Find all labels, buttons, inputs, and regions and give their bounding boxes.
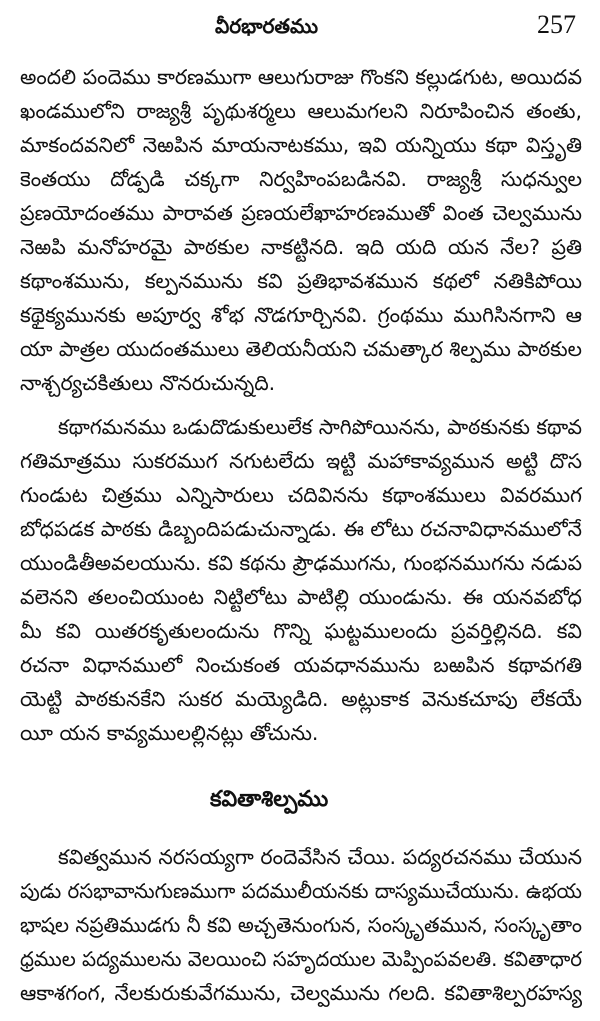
text-line xyxy=(0,264,600,298)
running-title: వీరభారతము xyxy=(215,14,319,38)
line-text: రచనా విధానములో నించుకంత యవధానమును బఱపిన కథావగతి xyxy=(20,653,582,677)
text-line xyxy=(0,580,600,614)
text-line xyxy=(0,366,600,400)
line-text: కెంతయు దోడ్పడి చక్కగా నిర్వహింపబడినవి. రాజ్యశ్రీ సుధన్వుల xyxy=(20,167,582,191)
line-text: వలెనని తలంచియుంట నిట్టిలోటు పాటిల్లి యుండును. ఈ యనవబోధ xyxy=(20,585,582,609)
line-text: బోధపడక పాఠకు డిబ్బందిపడుచున్నాడు. ఈ లోటు రచనావిధానములోనే xyxy=(20,517,582,541)
line-text: యుండితీఅవలయును. కవి కథను ప్రౌఢముగను, గుంభనముగను నడుప xyxy=(20,551,582,575)
text-line xyxy=(0,840,600,874)
text-line xyxy=(0,230,600,264)
line-text: యా పాత్రల యుదంతములు తెలియనీయని చమత్కార శిల్పము పాఠకుల xyxy=(20,337,582,361)
text-line xyxy=(0,332,600,366)
text-line xyxy=(0,614,600,648)
line-text: కథాగమనము ఒడుదొడుకులులేక సాగిపోయినను, పాఠకునకు కథావ xyxy=(58,415,582,439)
page-number: 257 xyxy=(537,10,576,39)
text-line xyxy=(0,298,600,332)
line-text: కవిత్వమున నరసయ్యగా రందెవేసిన చేయి. పద్యరచనము చేయున xyxy=(58,845,582,869)
text-line xyxy=(0,128,600,162)
section-heading: కవితాశిల్పము xyxy=(210,787,329,812)
line-text: ఆకాశగంగ, నేలకురుకువేగమును, చెల్వమును గలది. కవితాశిల్పరహస్య xyxy=(20,981,582,1005)
line-text: గతిమాత్రము సుకరముగ నగుటలేదు ఇట్టి మహాకావ్యమున అట్టి దొస xyxy=(20,449,582,473)
line-text: యీ యన కావ్యములల్లినట్లు తోచును. xyxy=(20,721,319,745)
line-text: మీ కవి యితరకృతులందును గొన్ని ఘట్టములందు ప్రవర్తిల్లినది. కవి xyxy=(20,619,582,643)
line-text: మాకందవనిలో నెఱపిన మాయనాటకము, ఇవి యన్నియు కథా విస్తృతి xyxy=(20,133,582,157)
text-line xyxy=(0,942,600,976)
text-line xyxy=(0,682,600,716)
text-line xyxy=(0,874,600,908)
text-line xyxy=(0,716,600,750)
line-text: అందలి పందెము కారణముగా ఆలుగురాజు గొంకని కల్లుడగుట, అయిదవ xyxy=(20,65,582,89)
line-text: యెట్టి పాఠకునకేని సుకర మయ్యెడిది. అట్లుకాక వెనుకచూపు లేకయే xyxy=(20,687,582,711)
text-line xyxy=(0,162,600,196)
line-text: నాశ్చర్యచకితులు నొనరుచున్నది. xyxy=(20,371,276,395)
text-line xyxy=(0,60,600,94)
text-line xyxy=(0,546,600,580)
text-line xyxy=(0,648,600,682)
text-line xyxy=(0,976,600,1010)
line-text: భాషల నప్రతిముడగు నీ కవి అచ్చతెనుంగున, సంస్కృతమున, సంస్కృతాం xyxy=(20,913,582,937)
line-text: గుండుట చిత్రము ఎన్నిసారులు చదివినను కథాంశములు వివరముగ xyxy=(20,483,582,507)
line-text: కథాంశమును, కల్పనమును కవి ప్రతిభావశమున కథలో నతికిపోయి xyxy=(20,269,582,293)
line-text: ప్రణయోదంతము పారావత ప్రణయలేఖాహరణముతో వింత చెల్వమును xyxy=(20,201,582,225)
line-text: కథైక్యమునకు అపూర్వ శోభ నొడగూర్చినవి. గ్రంథము ముగిసినగాని ఆ xyxy=(20,303,582,327)
text-line xyxy=(0,410,600,444)
line-text: ఖండములోని రాజ్యశ్రీ పృథుశర్మలు ఆలుమగలని నిరూపించిన తంతు, xyxy=(20,99,582,123)
running-header xyxy=(0,6,600,46)
text-line xyxy=(0,478,600,512)
text-line xyxy=(0,196,600,230)
text-line xyxy=(0,444,600,478)
text-line xyxy=(0,94,600,128)
line-text: నెఱపి మనోహరమై పాఠకుల నాకట్టినది. ఇది యది యన నేల? ప్రతి xyxy=(20,235,582,259)
text-line xyxy=(0,512,600,546)
line-text: పుడు రసభావానుగుణముగా పదములీయనకు దాస్యముచేయును. ఉభయ xyxy=(20,879,582,903)
line-text: ధ్రముల పద్యములను వెలయించి సహృదయుల మెప్పింపవలతి. కవితాధార xyxy=(20,947,582,971)
text-line xyxy=(0,908,600,942)
